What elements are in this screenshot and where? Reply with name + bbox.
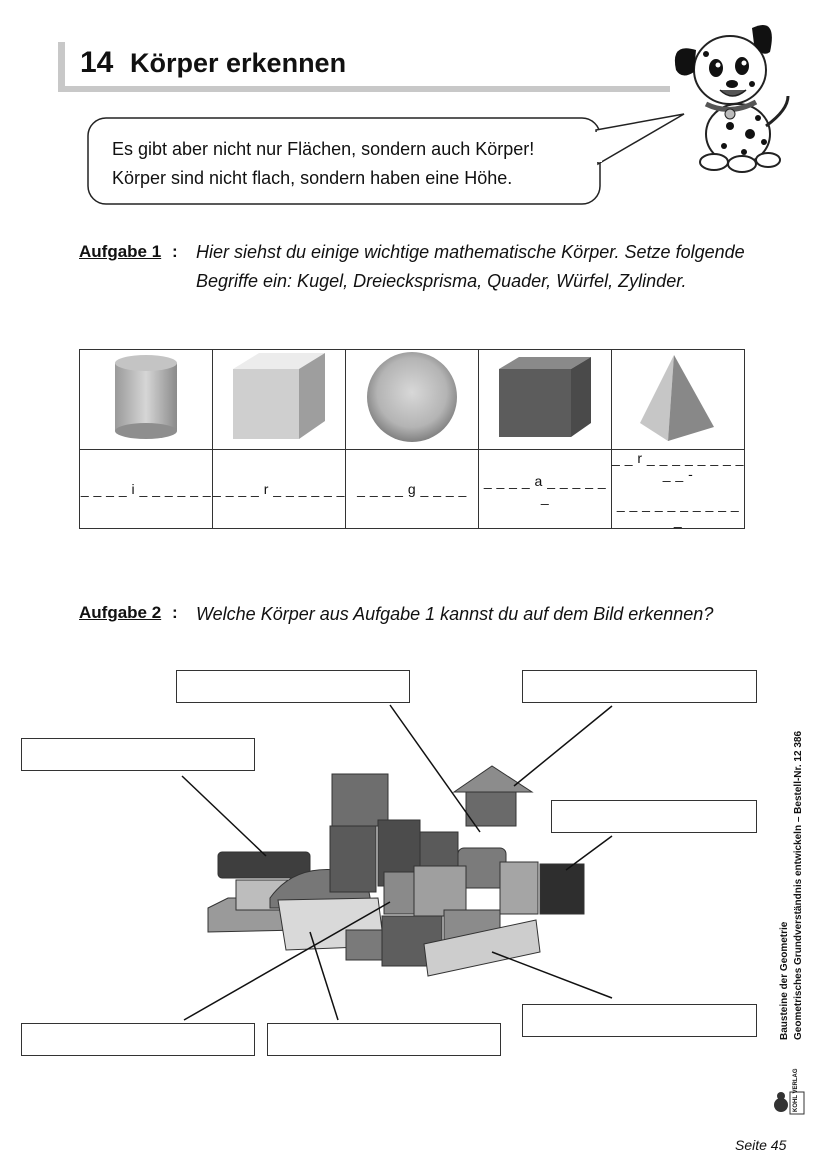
triangular-prism-icon [638, 351, 718, 443]
page-title: Körper erkennen [130, 48, 347, 78]
task1-label: Aufgabe 1 [79, 242, 162, 261]
answer-blank-cylinder[interactable]: _ _ _ _ i _ _ _ _ _ _ [80, 450, 213, 529]
answer-blank-cube[interactable]: _ _ _ _ r _ _ _ _ _ _ [213, 450, 346, 529]
shape-cell [80, 350, 213, 450]
shape-cell [346, 350, 479, 450]
answer-blank-prism[interactable] [612, 450, 745, 529]
bubble-text-line1: Es gibt aber nicht nur Flächen, sondern auch Körper! [112, 139, 535, 159]
shapes-table [79, 349, 745, 529]
answer-box-bottom-left[interactable] [21, 1023, 255, 1056]
publisher-name: KOHL VERLAG [793, 1068, 799, 1112]
answer-blank-cuboid[interactable]: _ _ _ _ a _ _ _ _ _ _ [479, 450, 612, 529]
publisher-logo [772, 1068, 806, 1116]
shape-cell [213, 350, 346, 450]
shape-image-row [80, 350, 745, 450]
task2-instruction: Welche Körper aus Aufgabe 1 kannst du auf dem Bild erkennen? [196, 604, 714, 624]
prism-blank-line2: _ _ _ _ _ _ _ _ _ _ _ [616, 496, 740, 528]
title-accent [58, 42, 65, 92]
cuboid-icon [495, 353, 595, 441]
shape-cell [612, 350, 745, 450]
task2-label: Aufgabe 2 [79, 603, 162, 622]
answer-box-left[interactable] [21, 738, 255, 771]
answer-box-cuboid[interactable] [522, 1004, 757, 1037]
answer-box-roof[interactable] [522, 670, 757, 703]
cylinder-icon [111, 351, 181, 443]
sphere-icon [365, 350, 459, 444]
page-footer: Seite 45 [735, 1137, 787, 1153]
page-number: 14 [80, 46, 114, 79]
task1-colon: : [172, 242, 178, 261]
prism-blank-line1: _ _ r _ _ _ _ _ _ _ _ _ _ - [612, 450, 744, 482]
answer-box-bottom-center[interactable] [267, 1023, 501, 1056]
shape-cell [479, 350, 612, 450]
cube-icon [229, 351, 329, 443]
task2-colon: : [172, 603, 178, 622]
sidebar-subtitle: Geometrisches Grundverständnis entwickeln – Bestell-Nr. 12 386 [793, 730, 804, 1040]
answer-box-cube[interactable] [551, 800, 757, 833]
answer-blank-row [80, 450, 745, 529]
title-rule [58, 86, 670, 92]
answer-blank-sphere[interactable]: _ _ _ _ g _ _ _ _ [346, 450, 479, 529]
sidebar-series-title: Bausteine der Geometrie [779, 921, 790, 1040]
publisher-logo-icon [772, 1090, 806, 1116]
task1-instruction: Hier siehst du einige wichtige mathematische Körper. Setze folgende Begriffe ein: Kugel, Dreiecksprisma, Quader, Würfel, Zylinder. [196, 242, 745, 291]
bubble-text-line2: Körper sind nicht flach, sondern haben eine Höhe. [112, 168, 513, 188]
answer-box-prism[interactable] [176, 670, 410, 703]
